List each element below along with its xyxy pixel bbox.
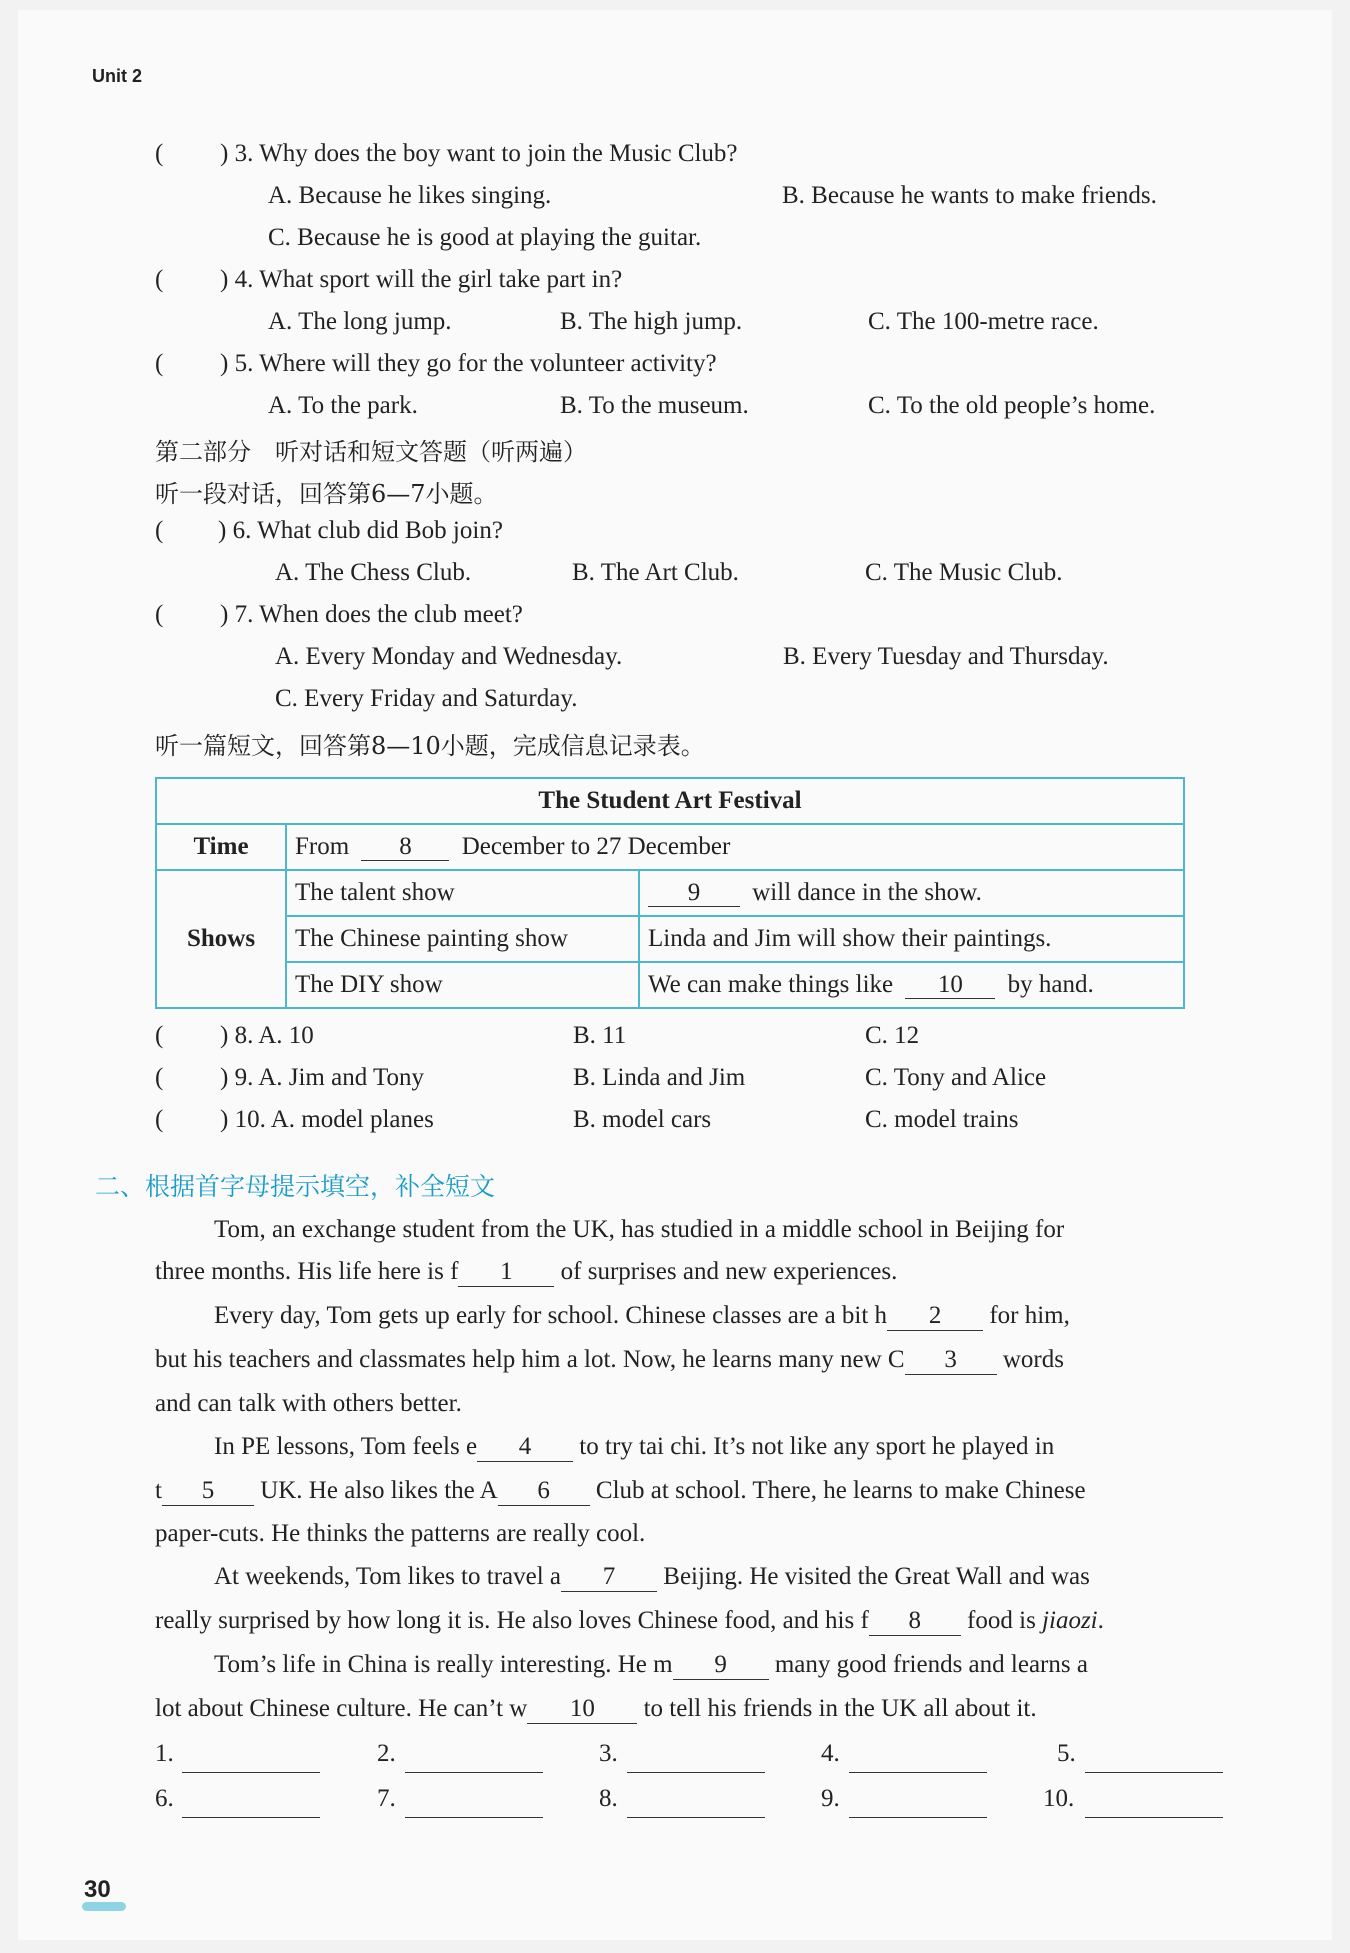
unit-label: Unit 2 bbox=[92, 66, 143, 86]
answer-label: 4. bbox=[821, 1740, 840, 1767]
answer-paren[interactable]: ( bbox=[155, 140, 164, 167]
answer-line-6[interactable] bbox=[182, 1787, 320, 1818]
answer-line-2[interactable] bbox=[405, 1742, 543, 1773]
blank-7[interactable]: 7 bbox=[561, 1563, 657, 1592]
option-c: C. The 100-metre race. bbox=[868, 308, 1099, 335]
text: In PE lessons, Tom feels e bbox=[214, 1433, 478, 1460]
option-c: C. model trains bbox=[865, 1106, 1019, 1133]
text: Club at school. There, he learns to make Chinese bbox=[595, 1477, 1086, 1504]
question-stem: ) 6. What club did Bob join? bbox=[218, 517, 503, 544]
answer-label: 5. bbox=[1057, 1740, 1076, 1767]
passage-instruction: 听一篇短文，回答第8—10小题，完成信息记录表。 bbox=[155, 732, 705, 760]
show-3-desc bbox=[639, 962, 1184, 1008]
answer-label: 9. bbox=[821, 1785, 840, 1812]
text: of surprises and new experiences. bbox=[560, 1258, 898, 1285]
option-a: ) 9. A. Jim and Tony bbox=[220, 1064, 425, 1091]
passage-line bbox=[214, 1563, 1090, 1592]
text: Every day, Tom gets up early for school. Chinese classes are a bit h bbox=[214, 1302, 888, 1329]
option-c: C. Because he is good at playing the guitar. bbox=[268, 224, 702, 251]
answer-label: 8. bbox=[599, 1785, 618, 1812]
answer-line-8[interactable] bbox=[627, 1787, 765, 1818]
option-a: A. To the park. bbox=[268, 392, 418, 419]
blank-1[interactable]: 1 bbox=[458, 1258, 554, 1287]
dialogue-instruction: 听一段对话，回答第6—7小题。 bbox=[155, 480, 498, 508]
passage-line bbox=[155, 1607, 1104, 1636]
answer-label: 1. bbox=[155, 1740, 174, 1767]
show-3: The DIY show bbox=[286, 962, 639, 1008]
text: three months. His life here is f bbox=[155, 1258, 459, 1285]
passage-line: Tom, an exchange student from the UK, has studied in a middle school in Beijing for bbox=[214, 1216, 1065, 1243]
blank-6[interactable]: 6 bbox=[498, 1477, 590, 1506]
question-stem: ) 5. Where will they go for the volunteer activity? bbox=[220, 350, 717, 377]
time-cell bbox=[286, 824, 1184, 870]
answer-line-4[interactable] bbox=[849, 1742, 987, 1773]
text: t bbox=[155, 1477, 162, 1504]
blank-10[interactable]: 10 bbox=[527, 1695, 637, 1724]
part2-title: 第二部分 听对话和短文答题（听两遍） bbox=[155, 438, 587, 466]
option-a: A. The Chess Club. bbox=[275, 559, 472, 586]
option-a: ) 8. A. 10 bbox=[220, 1022, 314, 1049]
show-2: The Chinese painting show bbox=[286, 916, 639, 962]
text: Beijing. He visited the Great Wall and was bbox=[663, 1563, 1090, 1590]
passage-line bbox=[155, 1346, 1064, 1375]
blank-2[interactable]: 2 bbox=[887, 1302, 983, 1331]
answer-paren[interactable]: ( bbox=[155, 266, 164, 293]
option-c: C. 12 bbox=[865, 1022, 920, 1049]
blank-5[interactable]: 5 bbox=[162, 1477, 254, 1506]
passage-line bbox=[214, 1302, 1070, 1331]
text: to tell his friends in the UK all about it. bbox=[643, 1695, 1037, 1722]
answer-paren[interactable]: ( bbox=[155, 1064, 164, 1091]
option-c: C. The Music Club. bbox=[865, 559, 1063, 586]
passage-line bbox=[155, 1477, 1086, 1506]
text: for him, bbox=[989, 1302, 1070, 1329]
option-b: B. Every Tuesday and Thursday. bbox=[783, 643, 1109, 670]
italic-word: jiaozi bbox=[1042, 1607, 1098, 1634]
show-1-text: will dance in the show. bbox=[752, 878, 982, 906]
option-b: B. Linda and Jim bbox=[573, 1064, 746, 1091]
time-pre: From bbox=[295, 832, 350, 860]
festival-table bbox=[155, 777, 1185, 1009]
option-a: A. Every Monday and Wednesday. bbox=[275, 643, 623, 670]
shows-label: Shows bbox=[156, 870, 286, 1008]
passage-line bbox=[214, 1651, 1088, 1680]
answer-label: 10. bbox=[1043, 1785, 1075, 1812]
answer-label: 6. bbox=[155, 1785, 174, 1812]
answer-paren[interactable]: ( bbox=[155, 350, 164, 377]
passage-line bbox=[214, 1433, 1054, 1462]
answer-line-1[interactable] bbox=[182, 1742, 320, 1773]
show-3-post: by hand. bbox=[1007, 970, 1094, 998]
text: lot about Chinese culture. He can’t w bbox=[155, 1695, 528, 1722]
option-b: B. The Art Club. bbox=[572, 559, 739, 586]
passage-line: paper-cuts. He thinks the patterns are really cool. bbox=[155, 1520, 646, 1547]
option-b: B. The high jump. bbox=[560, 308, 743, 335]
option-b: B. To the museum. bbox=[560, 392, 749, 419]
text: . bbox=[1097, 1607, 1104, 1634]
answer-line-5[interactable] bbox=[1085, 1742, 1223, 1773]
passage-line bbox=[155, 1695, 1037, 1724]
answer-paren[interactable]: ( bbox=[155, 601, 164, 628]
answer-label: 3. bbox=[599, 1740, 618, 1767]
page-number: 30 bbox=[84, 1876, 111, 1903]
table-title: The Student Art Festival bbox=[156, 778, 1184, 824]
answer-line-7[interactable] bbox=[405, 1787, 543, 1818]
blank-3[interactable]: 3 bbox=[905, 1346, 997, 1375]
question-stem: ) 4. What sport will the girl take part in? bbox=[220, 266, 623, 293]
text: Tom’s life in China is really interesting. He m bbox=[214, 1651, 673, 1678]
answer-line-10[interactable] bbox=[1085, 1787, 1223, 1818]
blank-8[interactable]: 8 bbox=[869, 1607, 961, 1636]
show-1-desc bbox=[639, 870, 1184, 916]
text: At weekends, Tom likes to travel a bbox=[214, 1563, 562, 1590]
answer-paren[interactable]: ( bbox=[155, 1106, 164, 1133]
option-a: ) 10. A. model planes bbox=[220, 1106, 434, 1133]
show-3-pre: We can make things like bbox=[648, 970, 894, 998]
passage-line bbox=[155, 1258, 897, 1287]
answer-paren[interactable]: ( bbox=[155, 1022, 164, 1049]
answer-label: 7. bbox=[377, 1785, 396, 1812]
option-c: C. Every Friday and Saturday. bbox=[275, 685, 578, 712]
text: UK. He also likes the A bbox=[260, 1477, 498, 1504]
text: to try tai chi. It’s not like any sport he played in bbox=[579, 1433, 1055, 1460]
blank-10[interactable]: 10 bbox=[905, 971, 995, 1000]
text: many good friends and learns a bbox=[774, 1651, 1088, 1678]
show-1: The talent show bbox=[286, 870, 639, 916]
blank-9[interactable]: 9 bbox=[648, 879, 740, 908]
answer-label: 2. bbox=[377, 1740, 396, 1767]
blank-4[interactable]: 4 bbox=[477, 1433, 573, 1462]
option-a: A. Because he likes singing. bbox=[268, 182, 552, 209]
question-stem: ) 7. When does the club meet? bbox=[220, 601, 523, 628]
question-stem: ) 3. Why does the boy want to join the Music Club? bbox=[220, 140, 738, 167]
text: really surprised by how long it is. He also loves Chinese food, and his f bbox=[155, 1607, 869, 1634]
option-a: A. The long jump. bbox=[268, 308, 452, 335]
option-b: B. 11 bbox=[573, 1022, 627, 1049]
text: words bbox=[1002, 1346, 1064, 1373]
show-2-desc: Linda and Jim will show their paintings. bbox=[639, 916, 1184, 962]
time-post: December to 27 December bbox=[461, 832, 731, 860]
blank-9[interactable]: 9 bbox=[673, 1651, 769, 1680]
answer-paren[interactable]: ( bbox=[155, 517, 164, 544]
answer-line-3[interactable] bbox=[627, 1742, 765, 1773]
text: but his teachers and classmates help him a lot. Now, he learns many new C bbox=[155, 1346, 905, 1373]
text: food is bbox=[967, 1607, 1036, 1634]
section-2-title: 二、根据首字母提示填空，补全短文 bbox=[95, 1172, 496, 1201]
answer-line-9[interactable] bbox=[849, 1787, 987, 1818]
option-c: C. To the old people’s home. bbox=[868, 392, 1156, 419]
passage-line: and can talk with others better. bbox=[155, 1390, 462, 1417]
blank-8[interactable]: 8 bbox=[361, 833, 449, 862]
option-c: C. Tony and Alice bbox=[865, 1064, 1047, 1091]
option-b: B. model cars bbox=[573, 1106, 712, 1133]
option-b: B. Because he wants to make friends. bbox=[782, 182, 1157, 209]
time-label: Time bbox=[156, 824, 286, 870]
